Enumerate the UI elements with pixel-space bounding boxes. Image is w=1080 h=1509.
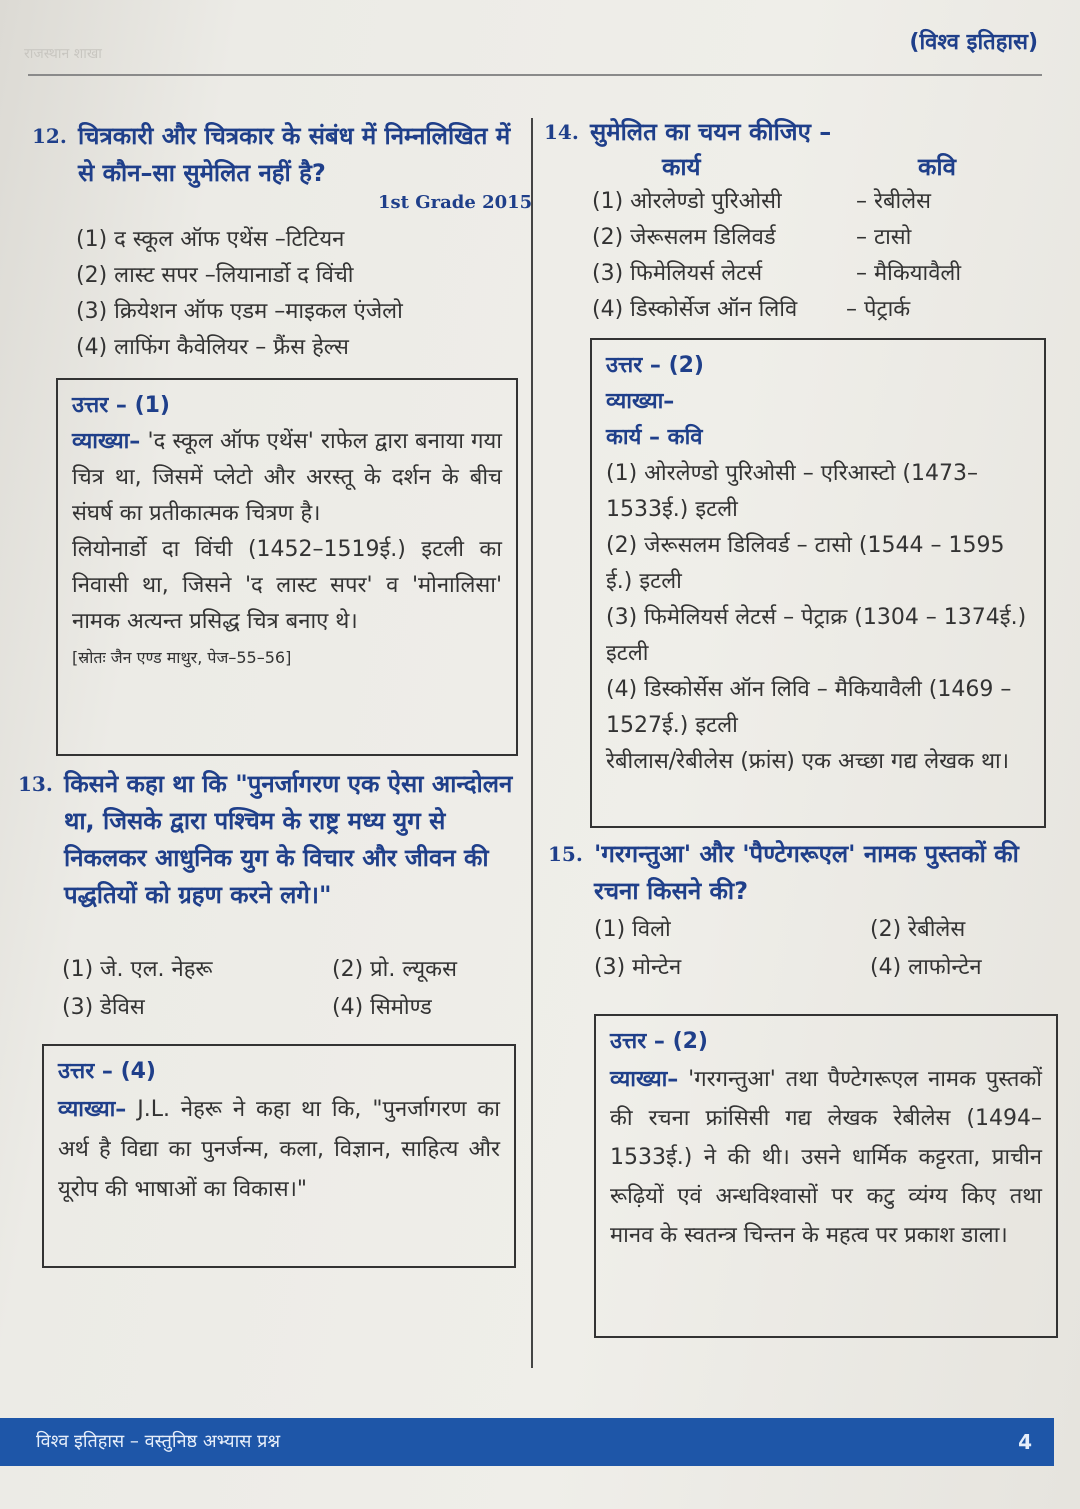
page-number: 4 <box>1018 1430 1032 1454</box>
explanation-label: व्याख्या– <box>606 389 675 414</box>
option-2: (2) रेबीलेस <box>870 917 966 942</box>
match-row-4-poet: – पेट्रार्क <box>846 297 911 322</box>
match-row-1-work: (1) ओरलेण्डो पुरिओसी <box>592 189 782 214</box>
answer-box-13 <box>42 1044 516 1268</box>
answer-label: उत्तर – (2) <box>606 353 704 378</box>
option-3: (3) मोन्टेन <box>594 955 682 980</box>
match-row-2-work: (2) जेरूसलम डिलिवर्ड <box>592 225 776 250</box>
explanation-line-4: (4) डिस्कोर्सेस ऑन लिवि – मैकियावैली (1469 – 1527ई.) इटली <box>606 677 1012 738</box>
match-row-2-poet: – टासो <box>856 225 912 250</box>
option-1: (1) विलो <box>594 917 671 942</box>
question-text: चित्रकारी और चित्रकार के संबंध में निम्नलिखित में से कौन–सा सुमेलित नहीं है? <box>78 122 511 187</box>
option-4: (4) लाफिंग कैवेलियर – फ्रैंस हेल्स <box>76 335 349 360</box>
question-15 <box>548 836 1058 910</box>
explanation-text-2: लियोनार्डो दा विंची (1452–1519ई.) इटली का निवासी था, जिसने 'द लास्ट सपर' व 'मोनालिसा' नामक अत्यन्त प्रसिद्ध चित्र बनाए थे। <box>72 537 502 634</box>
section-title: (विश्व इतिहास) <box>909 30 1038 55</box>
match-row-1-poet: – रेबीलेस <box>856 189 932 214</box>
explanation-label: व्याख्या– <box>610 1067 679 1092</box>
exam-tag: 1st Grade 2015 <box>378 192 533 213</box>
faded-header-text: राजस्थान शाखा <box>24 46 102 62</box>
explanation-line-3: (3) फिमेलियर्स लेटर्स – पेट्राक्र (1304 – 1374ई.) इटली <box>606 605 1027 666</box>
explanation-text: 'द स्कूल ऑफ एथेंस' राफेल द्वारा बनाया गया चित्र था, जिसमें प्लेटो और अरस्तू के दर्शन के बीच संघर्ष का प्रतीकात्मक चित्रण है। <box>72 429 502 526</box>
footer-bar <box>0 1418 1054 1466</box>
explanation-line-1: (1) ओरलेण्डो पुरिओसी – एरिआस्टो (1473–1533ई.) इटली <box>606 461 978 522</box>
footer-title: विश्व इतिहास – वस्तुनिष्ठ अभ्यास प्रश्न <box>36 1431 281 1452</box>
answer-label: उत्तर – (4) <box>58 1059 156 1084</box>
header-divider <box>28 74 1042 76</box>
answer-label: उत्तर – (1) <box>72 393 170 418</box>
explanation <box>58 1090 500 1210</box>
match-row-3-poet: – मैकियावैली <box>856 261 962 286</box>
column-header-work: कार्य <box>662 153 701 181</box>
question-14 <box>544 114 1050 151</box>
question-number: 14. <box>544 120 579 144</box>
explanation-subheading: कार्य – कवि <box>606 425 703 450</box>
option-1: (1) जे. एल. नेहरू <box>62 957 213 982</box>
question-number: 15. <box>548 842 583 866</box>
question-number: 13. <box>18 772 53 796</box>
answer-box-15 <box>594 1014 1058 1338</box>
option-1: (1) द स्कूल ऑफ एथेंस –टिटियन <box>76 227 345 252</box>
answer-label: उत्तर – (2) <box>610 1029 708 1054</box>
explanation-label: व्याख्या– <box>58 1097 127 1122</box>
explanation <box>610 1060 1042 1255</box>
explanation-text: 'गरगन्तुआ' तथा पैण्टेगरूएल नामक पुस्तकों की रचना फ्रांसिसी गद्य लेखक रेबीलेस (1494–1533ई.) ने की थी। उसने धार्मिक कट्टरता, प्राचीन रूढ़ियों एवं अन्धविश्वासों पर कटु व्यंग्य किए तथा मानव के स्वतन्त्र चिन्तन के महत्व पर प्रकाश डाला। <box>610 1067 1042 1248</box>
explanation-line-2: (2) जेरूसलम डिलिवर्ड – टासो (1544 – 1595 ई.) इटली <box>606 533 1005 594</box>
option-3: (3) क्रियेशन ऑफ एडम –माइकल एंजेलो <box>76 299 403 324</box>
option-4: (4) लाफोन्टेन <box>870 955 982 980</box>
question-text: 'गरगन्तुआ' और 'पैण्टेगरूएल' नामक पुस्तकों की रचना किसने की? <box>594 840 1019 905</box>
question-12 <box>32 118 528 192</box>
explanation-line-5: रेबीलास/रेबीलेस (फ्रांस) एक अच्छा गद्य लेखक था। <box>606 749 1010 774</box>
match-row-4-work: (4) डिस्कोर्सेज ऑन लिवि <box>592 297 798 322</box>
question-text: सुमेलित का चयन कीजिए – <box>590 118 832 146</box>
match-row-3-work: (3) फिमेलियर्स लेटर्स <box>592 261 763 286</box>
question-text: किसने कहा था कि "पुनर्जागरण एक ऐसा आन्दोलन था, जिसके द्वारा पश्चिम के राष्ट्र मध्य युग से निकलकर आधुनिक युग के विचार और जीवन की पद्धतियों को ग्रहण करने लगे।" <box>64 770 513 909</box>
option-3: (3) डेविस <box>62 995 145 1020</box>
source-citation: [स्रोतः जैन एण्ड माथुर, पेज–55–56] <box>72 648 292 667</box>
question-number: 12. <box>32 124 67 148</box>
column-divider <box>531 118 533 1368</box>
option-2: (2) प्रो. ल्यूकस <box>332 957 457 982</box>
answer-box-12 <box>56 378 518 756</box>
column-header-poet: कवि <box>918 153 956 181</box>
question-13 <box>18 766 520 914</box>
explanation-label: व्याख्या– <box>72 429 141 454</box>
explanation-text: J.L. नेहरू ने कहा था कि, "पुनर्जागरण का अर्थ है विद्या का पुनर्जन्म, कला, विज्ञान, साहित्य और यूरोप की भाषाओं का विकास।" <box>58 1097 501 1202</box>
option-4: (4) सिमोण्ड <box>332 995 432 1020</box>
answer-box-14 <box>590 338 1046 828</box>
explanation <box>72 424 502 532</box>
option-2: (2) लास्ट सपर –लियानार्डो द विंची <box>76 263 354 288</box>
